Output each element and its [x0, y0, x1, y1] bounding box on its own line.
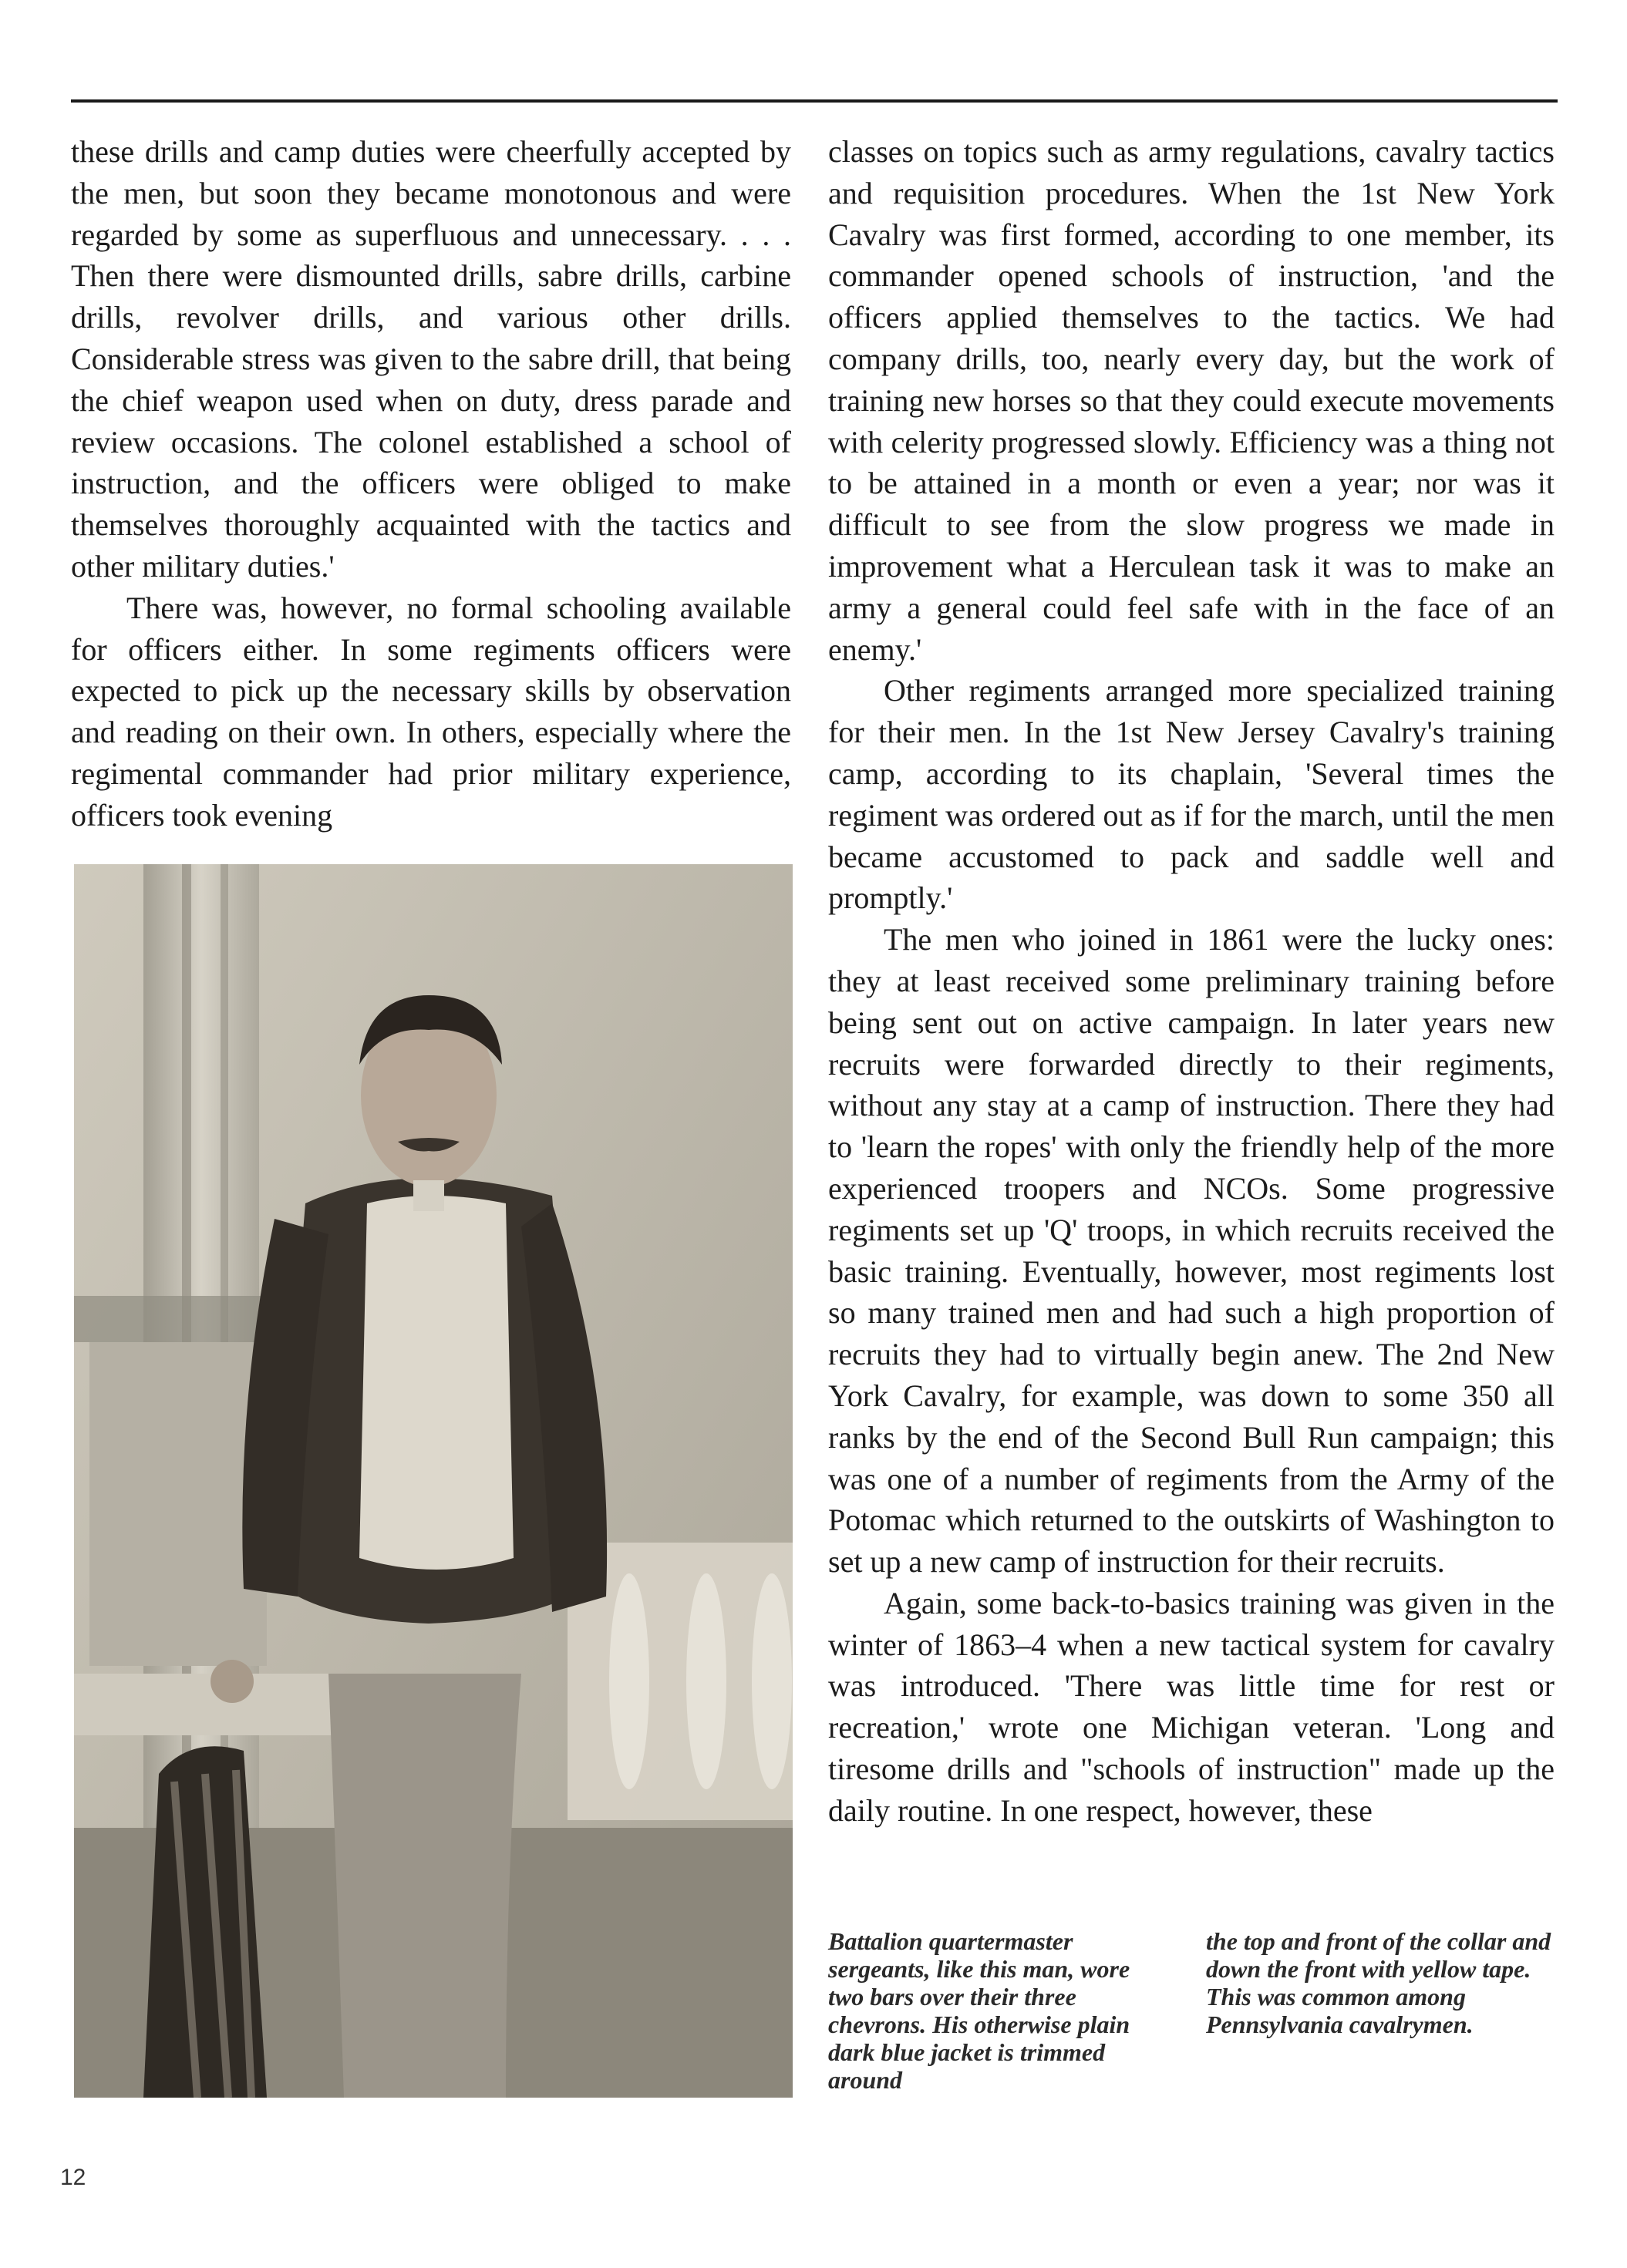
page-number: 12 [60, 2165, 86, 2190]
right-text-column [828, 131, 1555, 1832]
left-paragraph-2: There was, however, no formal schooling available for officers either. In some regiments officers were expected to pick up the necessary skills by observation and reading on their own. In others, especially where the regimental commander had prior military experience, officers took evening [71, 590, 791, 833]
right-paragraph-4: Again, some back-to-basics training was given in the winter of 1863–4 when a new tactical system for cavalry was introduced. 'There was little time for rest or recreation,' wrote one Michigan veteran. 'Long and tiresome drills and "schools of instruction" made up the daily routine. In one respect, however, these [828, 1585, 1555, 1828]
cavalryman-photograph [74, 864, 793, 2098]
photo-caption-left [828, 1927, 1152, 2094]
left-text-column [71, 131, 791, 836]
right-paragraph-1: classes on topics such as army regulations, cavalry tactics and requisition procedures. When the 1st New York Cavalry was first formed, according to one member, its commander opened schools of instruction, 'and the officers applied themselves to the tactics. We had company drills, too, nearly every day, but the work of training new horses so that they could execute movements with celerity progressed slowly. Efficiency was a thing not to be attained in a month or even a year; nor was it difficult to see from the slow progress we made in improvement what a Herculean task it was to make an army a general could feel safe with in the face of an enemy.' [828, 134, 1555, 667]
photo-caption-right [1206, 1927, 1561, 2038]
right-paragraph-3: The men who joined in 1861 were the lucky ones: they at least received some preliminary training before being sent out on active campaign. In later years new recruits were forwarded directly to their regiments, without any stay at a camp of instruction. There they had to 'learn the ropes' with only the friendly help of the more experienced troopers and NCOs. Some progressive regiments set up 'Q' troops, in which recruits received the basic training. Eventually, however, most regiments lost so many trained men and had such a high proportion of recruits they had to virtually begin anew. The 2nd New York Cavalry, for example, was down to some 350 all ranks by the end of the Second Bull Run campaign; this was one of a number of regiments from the Army of the Potomac which returned to the outskirts of Washington to set up a new camp of instruction for their recruits. [828, 922, 1555, 1580]
header-rule [71, 99, 1558, 103]
caption-text-right: the top and front of the collar and down the front with yellow tape. This was common among Pennsylvania cavalrymen. [1206, 1927, 1551, 2038]
left-paragraph-1: these drills and camp duties were cheerfully accepted by the men, but soon they became monotonous and were regarded by some as superfluous and unnecessary. . . . Then there were dismounted drills, sabre drills, carbine drills, revolver drills, and various other drills. Considerable stress was given to the sabre drill, that being the chief weapon used when on duty, dress parade and review occasions. The colonel established a school of instruction, and the officers were obliged to make themselves thoroughly acquainted with the tactics and other military duties.' [71, 134, 791, 584]
right-paragraph-2: Other regiments arranged more specialized training for their men. In the 1st New Jersey Cavalry's training camp, according to its chaplain, 'Several times the regiment was ordered out as if for the march, until the men became accustomed to pack and saddle well and promptly.' [828, 673, 1555, 916]
caption-text-left: Battalion quartermaster sergeants, like this man, wore two bars over their three chevrons. His otherwise plain dark blue jacket is trimmed around [828, 1927, 1130, 2094]
photo-illustration [74, 864, 793, 2098]
